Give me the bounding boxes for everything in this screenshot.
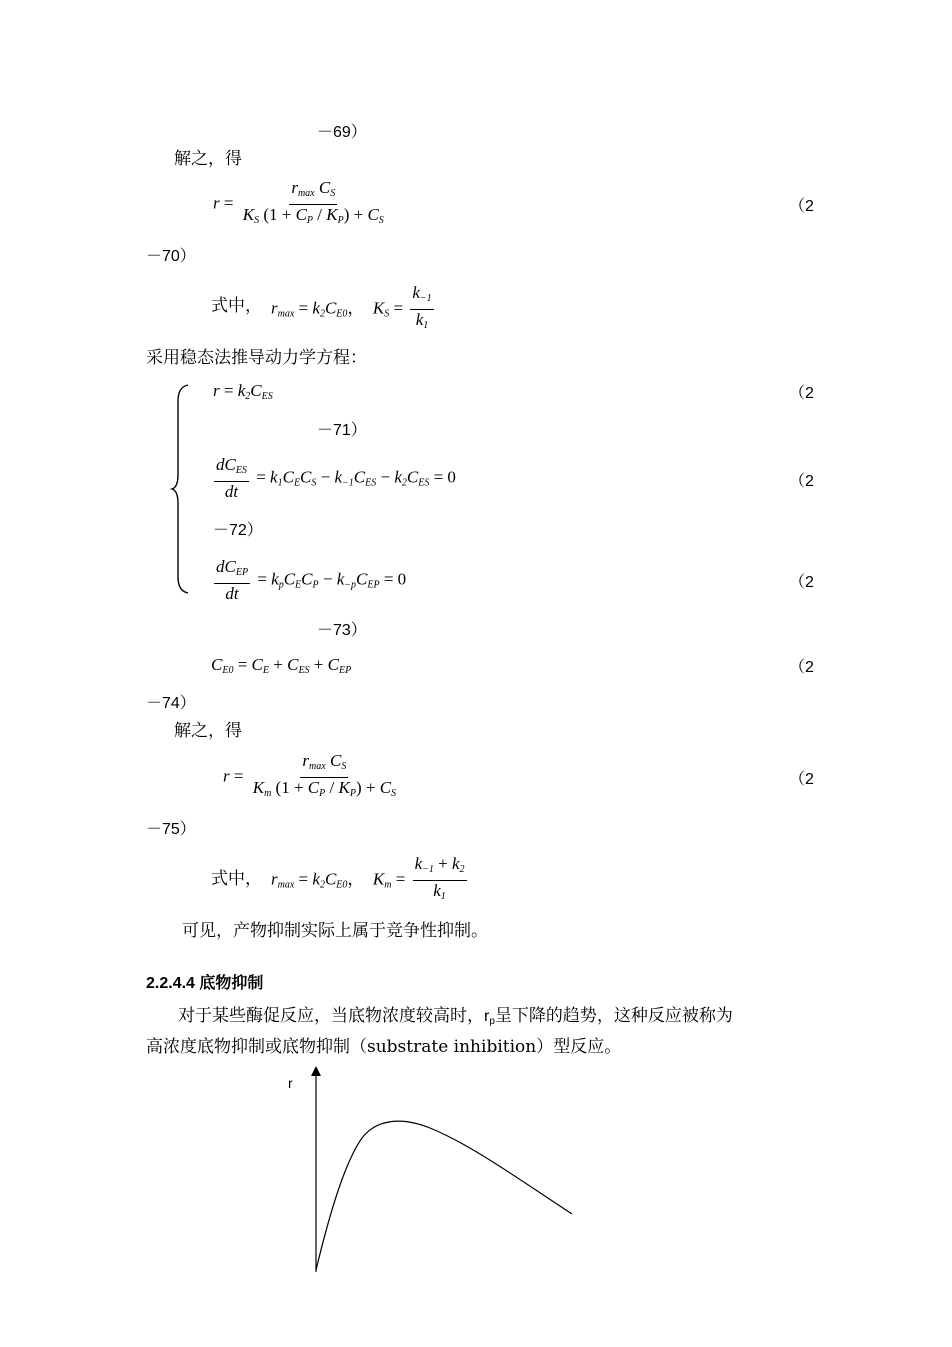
paragraph-line-1-b: 呈下降的趋势，这种反应被称为 xyxy=(494,1006,733,1026)
equation-74: $C_{E0} = C_E + C_{ES} + C_{EP}$ xyxy=(211,655,352,676)
where-text-1: 式中， xyxy=(211,296,262,316)
equation-72: $\frac{dC_{ES}}{dt}$ = $k_1C_EC_S - k_{-1}C_{ES} - k_2C_{ES} = 0$ xyxy=(216,455,456,501)
equation-number-74: （2 xyxy=(789,659,814,676)
y-axis-label: r xyxy=(288,1075,293,1091)
equation-number-74-cont: －74） xyxy=(146,695,196,712)
equation-71: $r = k_2C_{ES}$ xyxy=(213,381,273,402)
solve-text-2: 解之，得 xyxy=(174,721,242,741)
paragraph-line-1 xyxy=(178,1001,733,1027)
equation-number-70: （2 xyxy=(789,198,814,215)
equation-number-72: （2 xyxy=(789,473,814,490)
equation-73: $\frac{dC_{EP}}{dt}$ = $k_pC_EC_P - k_{-p}C_{EP} = 0$ xyxy=(216,557,407,603)
rate-curve xyxy=(316,1121,572,1270)
paragraph-line-2: 高浓度底物抑制或底物抑制（substrate inhibition）型反应。 xyxy=(146,1037,622,1057)
equation-number-71-cont: －71） xyxy=(317,422,367,439)
equation-number-72-cont: －72） xyxy=(213,522,263,539)
equation-number-71: （2 xyxy=(789,385,814,402)
y-axis-arrow xyxy=(311,1066,321,1076)
section-heading: 2.2.4.4 底物抑制 xyxy=(146,975,264,992)
equation-number-69-cont: －69） xyxy=(317,124,367,141)
substrate-inhibition-figure xyxy=(300,1062,590,1282)
steady-state-text: 采用稳态法推导动力学方程： xyxy=(146,348,367,368)
paragraph-line-1-a: 对于某些酶促反应，当底物浓度较高时， xyxy=(178,1006,484,1026)
definition-rmax-ks-1: $r_{max} = k_2C_{E0}$， $K_S$ = $\frac{k_{-1}}{k_1}$ xyxy=(271,283,432,331)
equation-number-75-cont: －75） xyxy=(146,821,196,838)
equation-number-70-cont: －70） xyxy=(146,248,196,265)
equation-number-73: （2 xyxy=(789,574,814,591)
equation-number-75: （2 xyxy=(789,771,814,788)
conclusion-text: 可见，产物抑制实际上属于竞争性抑制。 xyxy=(182,921,488,941)
equation-75: r = $\frac{r_{max} C_S}{K_m (1 + C_P / K_P) + C_S}$ xyxy=(223,751,397,799)
rp-symbol: $r_p$ xyxy=(484,1008,495,1027)
equation-number-73-cont: －73） xyxy=(317,622,367,639)
solve-text-1: 解之，得 xyxy=(174,149,242,169)
system-brace xyxy=(170,383,194,595)
where-text-2: 式中， xyxy=(211,869,262,889)
separator-comma: ， xyxy=(347,298,365,318)
separator-comma: ， xyxy=(347,869,365,889)
equation-70: r = $\frac{r_{max} C_S}{K_S (1 + C_P / K_P) + C_S}$ xyxy=(213,178,384,226)
definition-rmax-km-2: $r_{max} = k_2C_{E0}$， $K_m$ = $\frac{k_{-1} + k_2}{k_1}$ xyxy=(271,854,465,902)
